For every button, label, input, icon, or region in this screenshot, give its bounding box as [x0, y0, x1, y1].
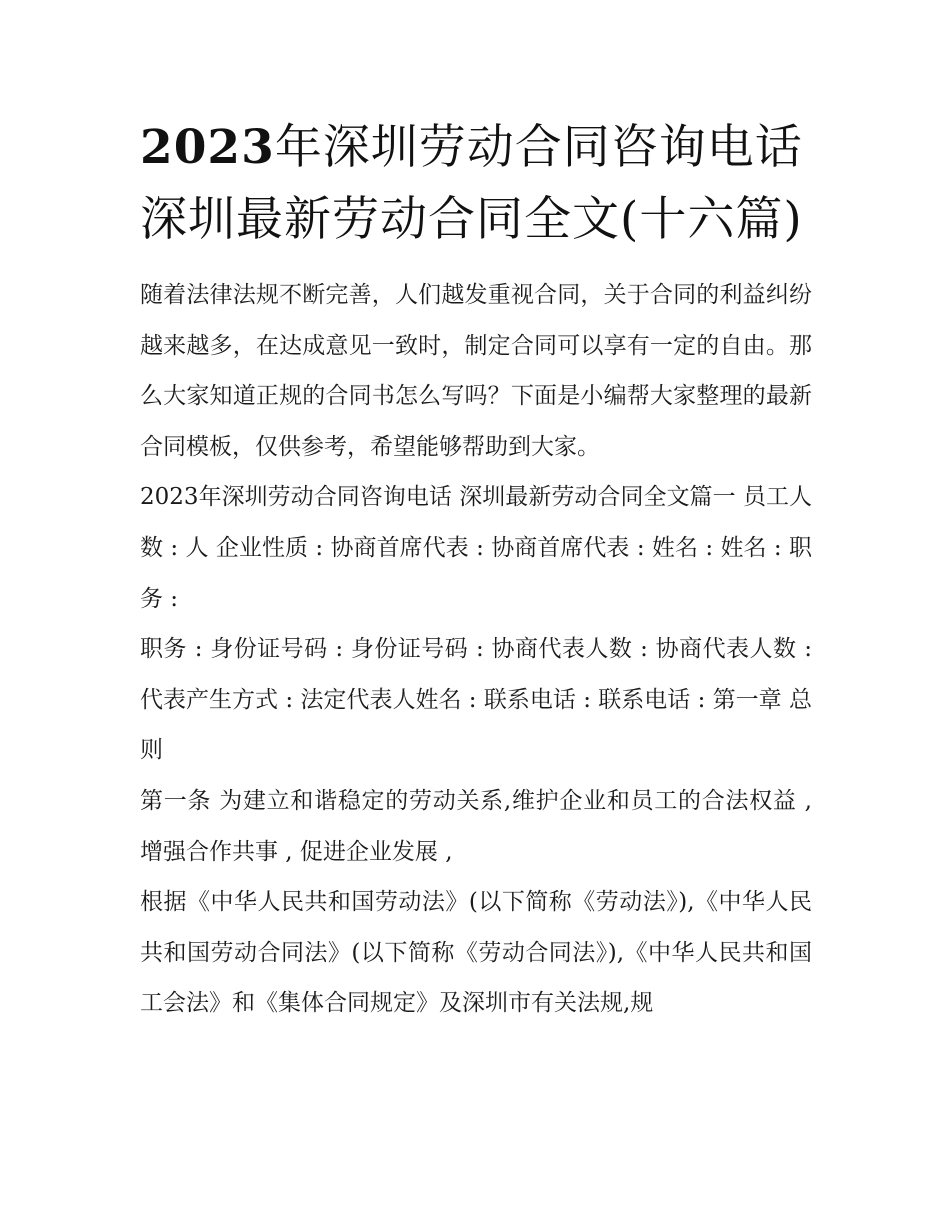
document-title [140, 112, 812, 256]
document-content [140, 112, 812, 1029]
title-year: 2023 [140, 120, 275, 175]
paragraph-legal-basis: 根据《中华人民共和国劳动法》(以下简称《劳动法》),《中华人民共和国劳动合同法》(以下简称《劳动合同法》),《中华人民共和国工会法》和《集体合同规定》及深圳市有关法规,规 [140, 889, 812, 1017]
paragraph-contact-info: 职务 : 身份证号码 : 身份证号码 : 协商代表人数 : 协商代表人数 : 代表产生方式 : 法定代表人姓名 : 联系电话 : 联系电话 : 第一章 总则 [140, 636, 812, 764]
paragraph-article-one: 第一条 为建立和谐稳定的劳动关系,维护企业和员工的合法权益 , 增强合作共事 , 促进企业发展 , [140, 787, 812, 865]
title-text: 年深圳劳动合同咨询电话深圳最新劳动合同全文(十六篇) [140, 120, 803, 247]
paragraph-intro: 随着法律法规不断完善，人们越发重视合同，关于合同的利益纠纷越来越多，在达成意见一致时，制定合同可以享有一定的自由。那么大家知道正规的合同书怎么写吗？下面是小编帮大家整理的最新合同模板，仅供参考，希望能够帮助到大家。 [140, 282, 812, 460]
paragraph-header-info: 2023年深圳劳动合同咨询电话 深圳最新劳动合同全文篇一 员工人数 : 人 企业性质 : 协商首席代表 : 协商首席代表 : 姓名 : 姓名 : 职务 : [140, 484, 812, 612]
